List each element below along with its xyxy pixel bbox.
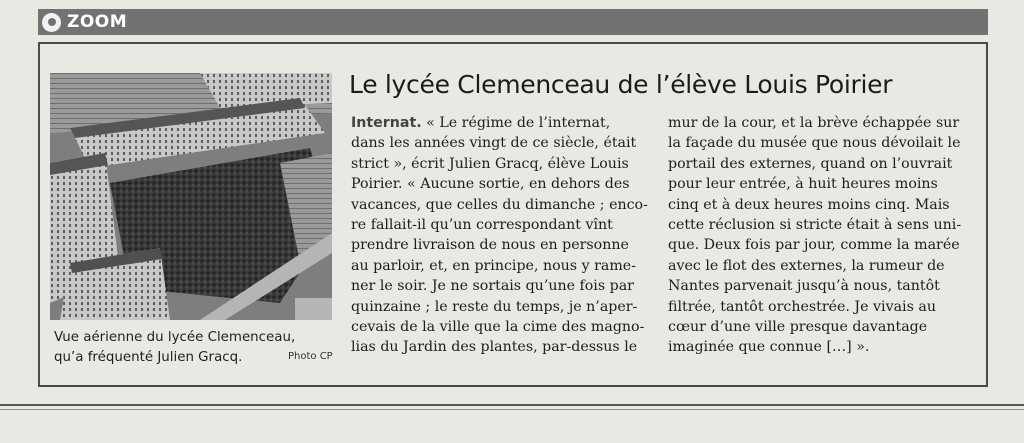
body-line (351, 113, 651, 133)
body-line: re fallait-il qu’un correspondant vînt (351, 217, 613, 234)
body-line: Poirier. « Aucune sortie, en dehors des (351, 176, 630, 193)
body-line: lias du Jardin des plantes, par-dessus le (351, 339, 638, 356)
body-line: cette réclusion si stricte était à sens uni- (668, 217, 962, 234)
body-line: imaginée que connue […] ». (668, 339, 870, 356)
body-line: portail des externes, quand on l’ouvrait (668, 155, 953, 172)
article-column-2 (668, 113, 968, 358)
body-line: strict », écrit Julien Gracq, élève Louis (351, 155, 629, 172)
aerial-photo (50, 73, 332, 320)
body-line-text: « Le régime de l’internat, (421, 115, 611, 131)
body-line: dans les années vingt de ce siècle, était (351, 135, 637, 152)
body-line: Nantes parvenait jusqu’à nous, tantôt (668, 278, 940, 295)
lead-word: Internat. (351, 115, 422, 131)
page-rule-thin (0, 409, 1024, 410)
article-title: Le lycée Clemenceau de l’élève Louis Poirier (349, 70, 893, 99)
body-line: filtrée, tantôt orchestrée. Je vivais au (668, 298, 936, 315)
body-line: la façade du musée que nous dévoilait le (668, 135, 961, 152)
article-column-1 (351, 113, 651, 358)
body-line: avec le flot des externes, la rumeur de (668, 257, 945, 274)
section-label: ZOOM (67, 12, 128, 32)
body-line: quinzaine ; le reste du temps, je n’aper- (351, 298, 638, 315)
caption-line: Vue aérienne du lycée Clemenceau, (54, 330, 296, 345)
body-line: cinq et à deux heures moins cinq. Mais (668, 196, 950, 213)
page-rule (0, 404, 1024, 406)
caption-line: qu’a fréquenté Julien Gracq. (54, 350, 243, 365)
body-line: cœur d’une ville presque davantage (668, 319, 928, 336)
photo-caption (54, 328, 294, 368)
body-line: vacances, que celles du dimanche ; enco- (351, 196, 648, 213)
body-line: au parloir, et, en principe, nous y rame- (351, 257, 636, 274)
body-line: cevais de la ville que la cime des magno- (351, 319, 645, 336)
body-line: mur de la cour, et la brève échappée sur (668, 115, 960, 131)
aerial-photo-illustration (50, 73, 332, 320)
body-line: prendre livraison de nous en personne (351, 237, 629, 254)
body-line: pour leur entrée, à huit heures moins (668, 176, 938, 193)
section-header-band (38, 9, 988, 35)
body-line: que. Deux fois par jour, comme la marée (668, 237, 960, 254)
body-line: ner le soir. Je ne sortais qu’une fois par (351, 278, 634, 295)
circle-bullet-icon (42, 13, 61, 32)
photo-credit: Photo CP (288, 351, 333, 362)
